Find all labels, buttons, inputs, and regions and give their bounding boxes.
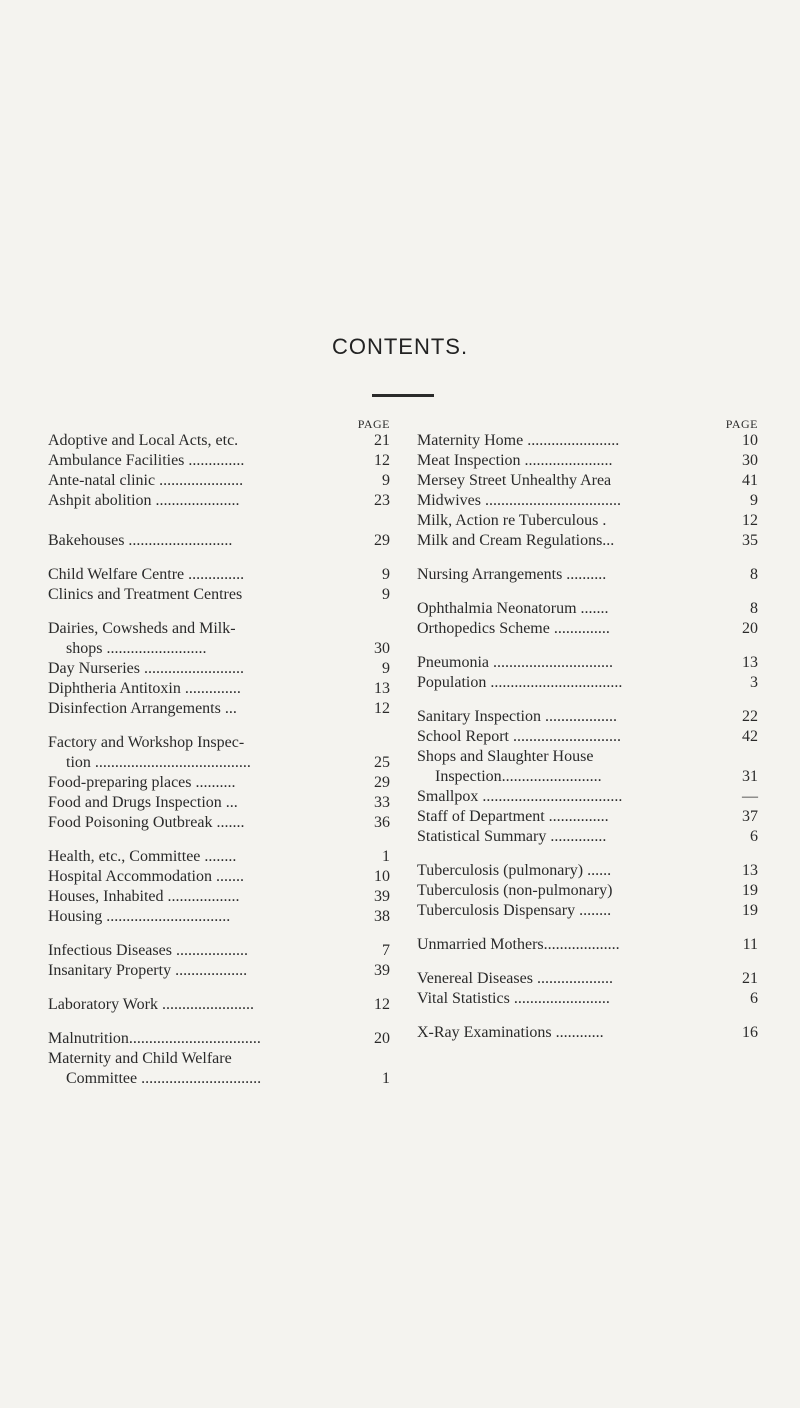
index-entry: Smallpox ................................... — [417,788,758,805]
index-entry: Infectious Diseases .................. 7 [48,942,390,959]
index-entry: Disinfection Arrangements ... 12 [48,700,390,717]
index-entry: Dairies, Cowsheds and Milk- [48,620,236,637]
index-entry: Pneumonia .............................. 13 [417,654,758,671]
index-entry: Nursing Arrangements .......... 8 [417,566,758,583]
index-entry: Clinics and Treatment Centres 9 [48,586,390,603]
index-entry: Adoptive and Local Acts, etc. 21 [48,432,390,449]
index-entry: Housing ............................... 38 [48,908,390,925]
index-entry: Venereal Diseases ................... 21 [417,970,758,987]
index-entry: Tuberculosis (pulmonary) ...... 13 [417,862,758,879]
index-entry: Laboratory Work ....................... 12 [48,996,390,1013]
index-entry: Milk and Cream Regulations... 35 [417,532,758,549]
index-entry: Diphtheria Antitoxin .............. 13 [48,680,390,697]
index-entry: Factory and Workshop Inspec- [48,734,245,751]
index-entry: Ambulance Facilities .............. 12 [48,452,390,469]
index-entry: Staff of Department ............... 37 [417,808,758,825]
index-entry: Mersey Street Unhealthy Area 41 [417,472,758,489]
index-entry: Orthopedics Scheme .............. 20 [417,620,758,637]
index-entry: Committee .............................. 1 [66,1070,390,1087]
page-column-heading: PAGE [725,417,758,431]
index-entry: Hospital Accommodation ....... 10 [48,868,390,885]
index-entry: Insanitary Property .................. 39 [48,962,390,979]
index-entry: Tuberculosis Dispensary ........ 19 [417,902,758,919]
index-entry: Health, etc., Committee ........ 1 [48,848,390,865]
index-entry: Houses, Inhabited .................. 39 [48,888,390,905]
index-entry: Unmarried Mothers................... 11 [417,936,758,953]
index-entry: Tuberculosis (non-pulmonary) 19 [417,882,758,899]
index-entry: Ante-natal clinic ..................... 9 [48,472,390,489]
index-entry: Milk, Action re Tuberculous . 12 [417,512,758,529]
index-entry: Ophthalmia Neonatorum ....... 8 [417,600,758,617]
index-entry: Maternity and Child Welfare [48,1050,232,1067]
page-title: CONTENTS. [331,334,469,359]
index-entry: Maternity Home ....................... 10 [417,432,758,449]
index-entry: Inspection......................... 31 [435,768,758,785]
index-entry: Day Nurseries ......................... 9 [48,660,390,677]
page-column-heading: PAGE [357,417,390,431]
index-entry: School Report ........................... 42 [417,728,758,745]
index-entry: Vital Statistics ........................ 6 [417,990,758,1007]
index-entry: Bakehouses .......................... 29 [48,532,390,549]
index-entry: tion ....................................... 25 [66,754,390,771]
index-entry: Food-preparing places .......... 29 [48,774,390,791]
title-divider [372,394,434,397]
index-entry: Food and Drugs Inspection ... 33 [48,794,390,811]
index-entry: Population ................................. 3 [417,674,758,691]
index-entry: Ashpit abolition ..................... 23 [48,492,390,509]
contents-left-column [48,417,390,1089]
index-entry: Malnutrition................................. 20 [48,1030,390,1047]
index-entry: X-Ray Examinations ............ 16 [417,1024,758,1041]
index-entry: shops ......................... 30 [66,640,390,657]
index-entry: Child Welfare Centre .............. 9 [48,566,390,583]
index-entry: Statistical Summary .............. 6 [417,828,758,845]
index-entry: Shops and Slaughter House [417,748,594,765]
contents-right-column [417,417,758,1043]
index-entry: Midwives .................................. 9 [417,492,758,509]
index-entry: Food Poisoning Outbreak ....... 36 [48,814,390,831]
index-entry: Meat Inspection ...................... 30 [417,452,758,469]
index-entry: Sanitary Inspection .................. 22 [417,708,758,725]
